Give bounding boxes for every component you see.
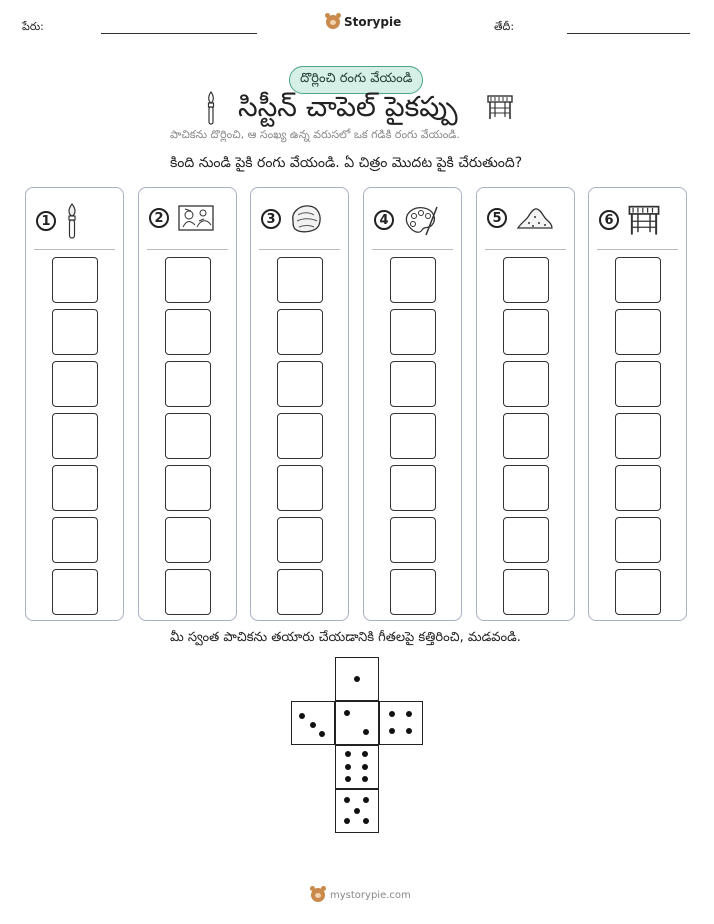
column-2	[138, 187, 237, 621]
die-pip	[344, 797, 350, 803]
footer-url[interactable]: mystorypie.com	[330, 889, 411, 901]
column-divider	[372, 249, 453, 250]
bear-icon	[326, 15, 340, 29]
die-pip	[362, 751, 368, 757]
paintbrush-icon	[64, 203, 80, 239]
color-cell[interactable]	[615, 361, 661, 407]
color-cell[interactable]	[615, 413, 661, 459]
die-face[interactable]	[335, 657, 379, 701]
color-cell[interactable]	[503, 309, 549, 355]
column-1	[25, 187, 124, 621]
color-cell[interactable]	[390, 465, 436, 511]
color-cell[interactable]	[503, 257, 549, 303]
die-pip	[362, 764, 368, 770]
activity-badge: దొర్లించి రంగు వేయండి	[289, 66, 423, 94]
column-number: 2	[149, 208, 169, 228]
die-face[interactable]	[291, 701, 335, 745]
color-cell[interactable]	[390, 517, 436, 563]
column-divider	[259, 249, 340, 250]
color-cell[interactable]	[615, 465, 661, 511]
scaffold-icon	[627, 203, 661, 237]
color-cell[interactable]	[165, 361, 211, 407]
die-pip	[389, 728, 395, 734]
die-pip	[344, 710, 350, 716]
die-pip	[389, 711, 395, 717]
bear-icon	[311, 888, 325, 902]
name-label: పేరు:	[22, 20, 44, 33]
instruction: కింది నుండి పైకి రంగు వేయండి. ఏ చిత్రం మొదట పైకి చేరుతుంది?	[170, 155, 523, 171]
color-cell[interactable]	[277, 517, 323, 563]
die-pip	[406, 728, 412, 734]
color-cell[interactable]	[390, 257, 436, 303]
die-pip	[319, 731, 325, 737]
column-divider	[147, 249, 228, 250]
color-cell[interactable]	[52, 309, 98, 355]
column-number: 4	[374, 210, 394, 230]
die-pip	[354, 808, 360, 814]
die-pip	[406, 711, 412, 717]
color-cell[interactable]	[503, 569, 549, 615]
subtitle: పాచికను దొర్లించి, ఆ సంఖ్య ఉన్న వరుసలో ఒక గడికి రంగు వేయండి.	[170, 128, 460, 141]
color-cell[interactable]	[503, 361, 549, 407]
color-cell[interactable]	[390, 361, 436, 407]
fresco-sketch-icon	[177, 203, 215, 233]
scaffold-icon	[486, 93, 514, 121]
color-cell[interactable]	[503, 465, 549, 511]
color-cell[interactable]	[615, 309, 661, 355]
page-title: సిస్టీన్ చాపెల్ పైకప్పు	[238, 90, 458, 123]
name-line[interactable]	[101, 33, 257, 34]
die-pip	[344, 818, 350, 824]
color-cell[interactable]	[615, 257, 661, 303]
color-cell[interactable]	[503, 413, 549, 459]
color-cell[interactable]	[390, 569, 436, 615]
die-pip	[345, 764, 351, 770]
color-cell[interactable]	[165, 569, 211, 615]
color-cell[interactable]	[165, 465, 211, 511]
color-cell[interactable]	[165, 413, 211, 459]
pigment-pile-icon	[515, 203, 555, 233]
color-cell[interactable]	[52, 361, 98, 407]
plaster-lump-icon	[289, 203, 323, 235]
column-number: 1	[36, 211, 56, 231]
die-pip	[310, 722, 316, 728]
brand-logo	[326, 15, 401, 29]
die-pip	[345, 751, 351, 757]
color-cell[interactable]	[277, 465, 323, 511]
die-face[interactable]	[335, 745, 379, 789]
footer	[311, 888, 411, 902]
column-number: 3	[261, 209, 281, 229]
color-cell[interactable]	[165, 257, 211, 303]
column-number: 6	[599, 210, 619, 230]
die-pip	[363, 797, 369, 803]
date-line[interactable]	[567, 33, 690, 34]
color-cell[interactable]	[277, 309, 323, 355]
cut-instruction: మీ స్వంత పాచికను తయారు చేయడానికి గీతలపై కత్తిరించి, మడవండి.	[170, 630, 521, 645]
color-cell[interactable]	[503, 517, 549, 563]
column-number: 5	[487, 208, 507, 228]
die-pip	[354, 676, 360, 682]
brand-name: Storypie	[344, 15, 402, 29]
column-5	[476, 187, 575, 621]
die-face[interactable]	[335, 789, 379, 833]
color-cell[interactable]	[165, 309, 211, 355]
column-3	[250, 187, 349, 621]
column-divider	[485, 249, 566, 250]
date-label: తేదీ:	[494, 20, 515, 33]
color-cell[interactable]	[615, 517, 661, 563]
color-cell[interactable]	[52, 413, 98, 459]
color-cell[interactable]	[277, 257, 323, 303]
paintbrush-icon	[204, 91, 218, 125]
color-cell[interactable]	[52, 517, 98, 563]
column-4	[363, 187, 462, 621]
color-cell[interactable]	[277, 413, 323, 459]
die-face[interactable]	[379, 701, 423, 745]
color-cell[interactable]	[277, 569, 323, 615]
color-cell[interactable]	[52, 569, 98, 615]
paint-palette-icon	[402, 203, 440, 237]
color-cell[interactable]	[390, 309, 436, 355]
color-cell[interactable]	[165, 517, 211, 563]
color-cell[interactable]	[615, 569, 661, 615]
die-pip	[299, 713, 305, 719]
die-pip	[363, 729, 369, 735]
color-cell[interactable]	[390, 413, 436, 459]
column-divider	[597, 249, 678, 250]
die-pip	[345, 776, 351, 782]
column-6	[588, 187, 687, 621]
column-divider	[34, 249, 115, 250]
die-face[interactable]	[335, 701, 379, 745]
die-pip	[362, 776, 368, 782]
color-cell[interactable]	[52, 257, 98, 303]
color-cell[interactable]	[277, 361, 323, 407]
color-cell[interactable]	[52, 465, 98, 511]
die-pip	[363, 818, 369, 824]
